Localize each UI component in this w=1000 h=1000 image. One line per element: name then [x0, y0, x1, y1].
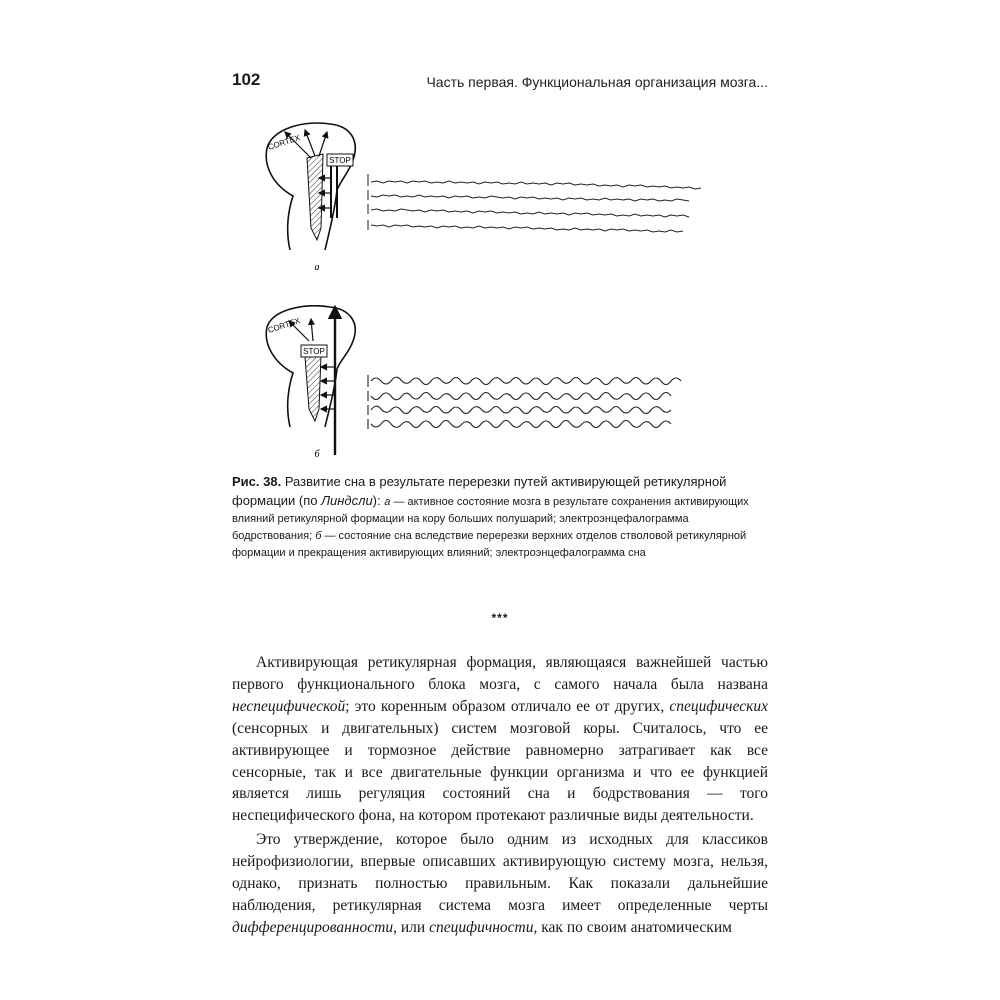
caption-lead: Развитие сна в результате перерезки путей активирующей ретикулярной формации (по [232, 474, 727, 508]
paragraph-text: , как по своим анатомическим [533, 918, 732, 936]
reticular-formation-hatched [307, 154, 323, 240]
caption-label-a: а [384, 496, 391, 508]
figure-caption [232, 473, 768, 562]
reticular-formation-hatched [305, 355, 321, 421]
paragraph-text: (сенсорных и двигательных) систем мозговой коры. Считалось, что ее активирующее и тормозное действие равномерно затрагивает как все сенсорные, так и все двигательные функции организма и что ее функцией является лишь регуляция состояний сна и бодрствования — того неспецифического фона, на котором протекают различные виды деятельности. [232, 719, 768, 825]
caption-text-b: — состояние сна вследствие перерезки верхних отделов стволовой ретикулярной формации и прекращения активирующих влияний; электроэнцефалограмма сна [232, 530, 747, 559]
eeg-traces-awake [368, 174, 701, 232]
eeg-trace-1 [371, 377, 681, 384]
figure-number: Рис. 38. [232, 474, 282, 489]
caption-lead-end: ): [372, 493, 385, 508]
paragraph [232, 652, 768, 827]
brain-diagram-awake [255, 118, 735, 278]
italic-term: неспецифической [232, 697, 346, 715]
stop-label: STOP [329, 156, 351, 165]
eeg-trace-3 [371, 406, 671, 413]
eeg-trace-3 [371, 209, 689, 217]
stop-label: STOP [303, 347, 325, 356]
cortex-label: CORTEX [266, 133, 302, 152]
eeg-trace-4 [371, 225, 683, 232]
paragraph-text: , или [393, 918, 430, 936]
figure-panel-b [255, 305, 735, 465]
running-header: Часть первая. Функциональная организация мозга... [426, 74, 768, 90]
page-number: 102 [232, 70, 261, 89]
section-separator: *** [491, 611, 509, 625]
italic-term: специфичности [429, 918, 534, 936]
body-text [232, 652, 768, 939]
eeg-trace-2 [371, 393, 671, 400]
eeg-trace-2 [371, 195, 689, 201]
eeg-trace-4 [371, 421, 671, 428]
figure-panel-a [255, 118, 735, 278]
eeg-trace-1 [371, 181, 701, 189]
italic-term: специфических [669, 697, 768, 715]
paragraph-text: Это утверждение, которое было одним из исходных для классиков нейрофизиологии, впервые описавших активирующую систему мозга, нельзя, однако, признать полностью правильным. Как показали дальнейшие наблюдения, ретикулярная система мозга имеет определенные черты [232, 831, 768, 914]
caption-text-a: — активное состояние мозга в результате сохранения активирующих влияний ретикулярной формации на кору больших полушарий; электроэнцефалограмма бодрствования; [232, 496, 749, 542]
eeg-traces-sleep [368, 375, 681, 429]
paragraph-text: ; это коренным образом отличало ее от других, [345, 697, 670, 715]
cortex-label: CORTEX [266, 316, 302, 335]
panel-label: б [314, 449, 320, 460]
caption-label-b: б [315, 530, 322, 542]
caption-author: Линдсли [321, 493, 373, 508]
panel-label: а [314, 262, 320, 273]
paragraph-text: Активирующая ретикулярная формация, являющаяся важнейшей частью первого функционального блока мозга, с самого начала была названа [232, 654, 768, 693]
brain-diagram-sleep [255, 305, 735, 465]
italic-term: дифференцированности [232, 918, 394, 936]
paragraph [232, 829, 768, 939]
